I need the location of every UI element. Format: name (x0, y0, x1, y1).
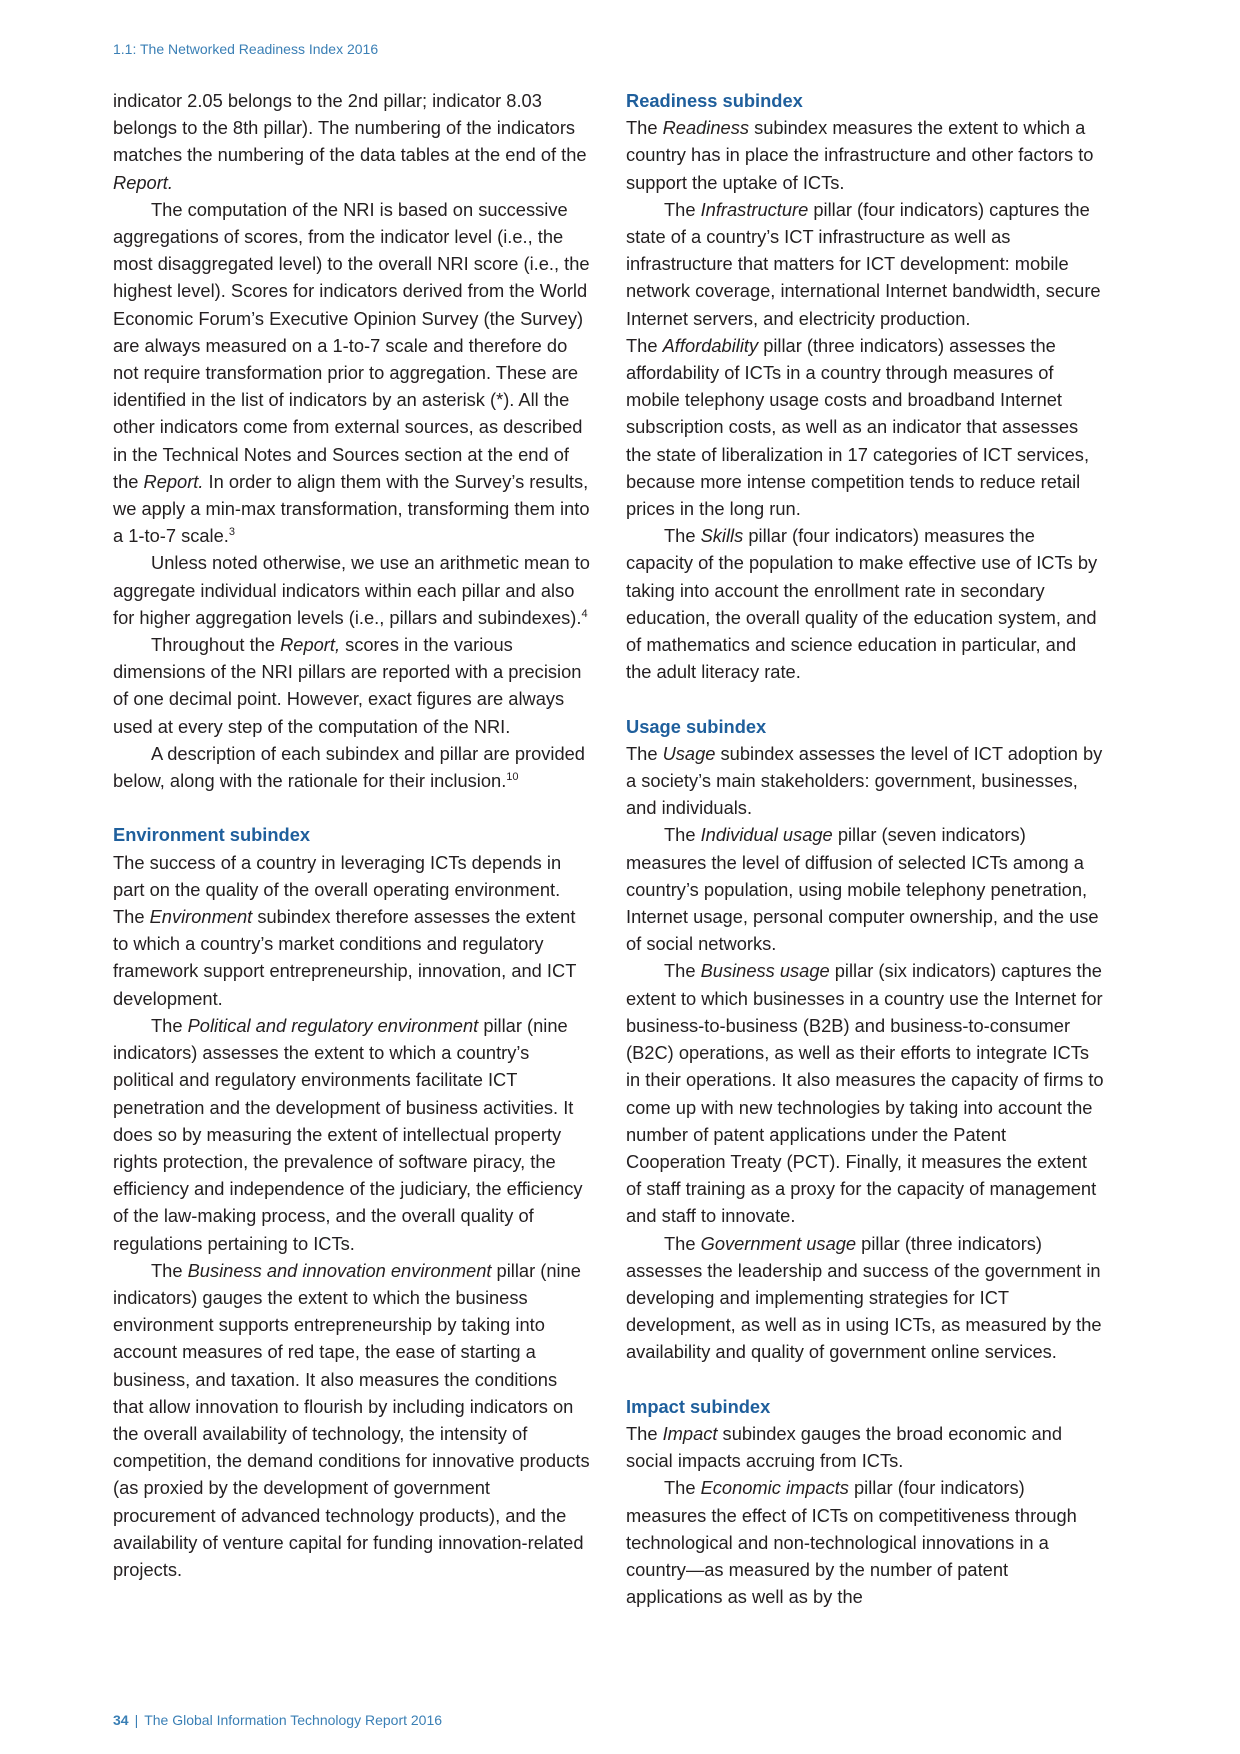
section-heading-usage: Usage subindex (626, 715, 767, 737)
paragraph: A description of each subindex and pillar are provided below, along with the rationale for their inclusion.$^{10}$ (113, 742, 585, 792)
paragraph: The Individual usage pillar (seven indicators) measures the level of diffusion of selected ICTs among a country’s population, using mobile telephony penetration, Internet usage, personal computer ownership, and the use of social networks. (626, 824, 1099, 955)
section-heading-environment: Environment subindex (113, 824, 311, 846)
paragraph: The Affordability pillar (three indicators) assesses the affordability of ICTs in a country through measures of mobile telephony usage costs and broadband Internet subscription costs, as well as an indicator that assesses the state of liberalization in 17 categories of ICT services, because more intense competition tends to reduce retail prices in the long run. (626, 334, 1090, 520)
running-head: 1.1: The Networked Readiness Index 2016 (113, 41, 379, 57)
paragraph: The computation of the NRI is based on successive aggregations of scores, from the indicator level (i.e., the most disaggregated level) to the overall NRI score (i.e., the highest level). Scores for indicators derived from the World Economic Forum’s Executive Opinion Survey (the Survey) are always measured on a 1-to-7 scale and therefore do not require transformation prior to aggregation. These are identified in the list of indicators by an asterisk (*). All the other indicators come from external sources, as described in the Technical Notes and Sources section at the end of the Report. In order to align them with the Survey’s results, we apply a min-max transformation, transforming them into a 1-to-7 scale.$^3$ (113, 198, 590, 547)
paragraph: The Government usage pillar (three indicators) assesses the leadership and success of the government in developing and implementing strategies for ICT development, as well as in using ICTs, as measured by the availability and quality of government online services. (626, 1232, 1102, 1363)
paragraph: Unless noted otherwise, we use an arithmetic mean to aggregate individual indicators within each pillar and also for higher aggregation levels (i.e., pillars and subindexes).$^4$ (113, 552, 590, 628)
footnote-ref: 4 (581, 607, 588, 620)
paragraph: The Usage subindex assesses the level of ICT adoption by a society’s main stakeholders: government, businesses, and individuals. (626, 742, 1103, 819)
paragraph: The Readiness subindex measures the extent to which a country has in place the infrastructure and other factors to support the uptake of ICTs. (626, 117, 1094, 193)
paragraph: The Skills pillar (four indicators) measures the capacity of the population to make effective use of ICTs by taking into account the enrollment rate in secondary education, the overall quality of the education system, and of mathematics and science education in particular, and the adult literacy rate. (626, 525, 1098, 683)
paragraph: The Business and innovation environment pillar (nine indicators) gauges the extent to which the business environment supports entrepreneurship by taking into account measures of red tape, the ease of starting a business, and taxation. It also measures the conditions that allow innovation to flourish by including indicators on the overall availability of technology, the intensity of competition, the demand conditions for innovative products (as proxied by the development of government procurement of advanced technology products), and the availability of venture capital for funding innovation-related projects. (113, 1259, 590, 1580)
paragraph: The Impact subindex gauges the broad economic and social impacts accruing from ICTs. (626, 1422, 1063, 1472)
footnote-ref: 3 (228, 526, 235, 539)
report-title: The Global Information Technology Report 2016 (144, 1712, 443, 1728)
page-footer (113, 1712, 442, 1728)
right-column (626, 87, 1106, 1610)
paragraph: The success of a country in leveraging ICTs depends in part on the quality of the overall operating environment. The Environment subindex therefore assesses the extent to which a country’s market conditions and regulatory framework support entrepreneurship, innovation, and ICT development. (113, 851, 577, 1009)
left-column (113, 87, 591, 1583)
paragraph: The Business usage pillar (six indicators) captures the extent to which businesses in a country use the Internet for business-to-business (B2B) and business-to-consumer (B2C) operations, as well as their efforts to integrate ICTs in their operations. It also measures the capacity of firms to come up with new technologies by taking into account the number of patent applications under the Patent Cooperation Treaty (PCT). Finally, it measures the extent of staff training as a proxy for the capacity of management and staff to innovate. (626, 960, 1104, 1227)
paragraph: Throughout the Report, scores in the various dimensions of the NRI pillars are reported with a precision of one decimal point. However, exact figures are always used at every step of the computation of the NRI. (113, 634, 582, 737)
paragraph: The Economic impacts pillar (four indicators) measures the effect of ICTs on competitiveness through technological and non-technological innovations in a country—as measured by the number of patent applications as well as by the (626, 1477, 1077, 1608)
section-heading-impact: Impact subindex (626, 1395, 771, 1417)
paragraph: indicator 2.05 belongs to the 2nd pillar; indicator 8.03 belongs to the 8th pillar). The numbering of the indicators matches the numbering of the data tables at the end of the Report. (113, 90, 587, 193)
paragraph: The Political and regulatory environment pillar (nine indicators) assesses the extent to which a country’s political and regulatory environments facilitate ICT penetration and the development of business activities. It does so by measuring the extent of intellectual property rights protection, the prevalence of software piracy, the efficiency and independence of the judiciary, the efficiency of the law-making process, and the overall quality of regulations pertaining to ICTs. (113, 1014, 583, 1254)
page-number: 34 (113, 1712, 129, 1728)
section-heading-readiness: Readiness subindex (626, 90, 803, 111)
footer-separator: | (134, 1712, 139, 1728)
paragraph: The Infrastructure pillar (four indicators) captures the state of a country’s ICT infrastructure as well as infrastructure that matters for ICT development: mobile network coverage, international Internet bandwidth, secure Internet servers, and electricity production. (626, 198, 1101, 329)
footnote-ref: 10 (506, 770, 519, 783)
